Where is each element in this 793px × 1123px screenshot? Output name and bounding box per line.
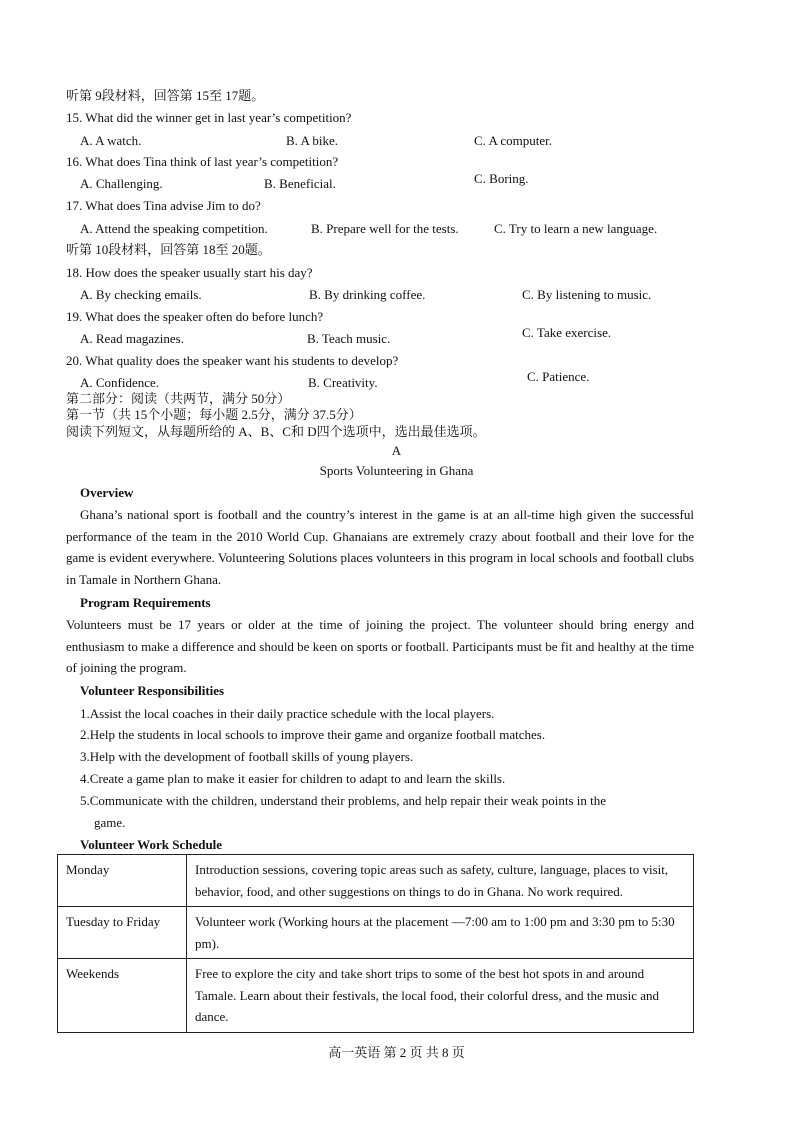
q15-option-a: A. A watch. [80, 133, 142, 148]
requirements-paragraph: Volunteers must be 17 years or older at the time of joining the project. The volunteer should bring energy and enthusiasm to make a difference and should be keen on sports or football. Participants must be fit and healthy at the time of joining the program. [66, 617, 694, 675]
table-row [58, 855, 694, 907]
schedule-day: Tuesday to Friday [58, 907, 187, 959]
q17-option-c: C. Try to learn a new language. [494, 221, 658, 236]
part2-instruction: 阅读下列短文，从每题所给的 A、B、C和 D四个选项中，选出最佳选项。 [66, 424, 486, 439]
responsibility-2: 2.Help the students in local schools to improve their game and organize football matches. [80, 727, 546, 742]
question-17: 17. What does Tina advise Jim to do? [66, 198, 261, 213]
q20-option-c: C. Patience. [527, 369, 590, 384]
responsibility-5: 5.Communicate with the children, understand their problems, and help repair their weak points in the [80, 793, 606, 808]
responsibility-5-continued: game. [94, 815, 126, 830]
q16-option-b: B. Beneficial. [264, 176, 336, 191]
q15-option-b: B. A bike. [286, 133, 339, 148]
q18-option-c: C. By listening to music. [522, 287, 652, 302]
q16-option-c: C. Boring. [474, 171, 529, 186]
question-15: 15. What did the winner get in last year’s competition? [66, 110, 352, 125]
schedule-desc: Introduction sessions, covering topic areas such as safety, culture, language, places to visit, behavior, food, and other suggestions on things to do in Ghana. No work required. [187, 855, 694, 907]
q18-option-a: A. By checking emails. [80, 287, 202, 302]
page-footer: 高一英语 第 2 页 共 8 页 [328, 1045, 465, 1060]
work-schedule-table [57, 854, 694, 1033]
schedule-day: Weekends [58, 959, 187, 1033]
question-16: 16. What does Tina think of last year’s competition? [66, 154, 339, 169]
question-19: 19. What does the speaker often do before lunch? [66, 309, 324, 324]
question-18: 18. How does the speaker usually start his day? [66, 265, 313, 280]
q17-option-a: A. Attend the speaking competition. [80, 221, 268, 236]
passage-title: Sports Volunteering in Ghana [319, 463, 474, 478]
responsibilities-heading: Volunteer Responsibilities [80, 683, 225, 698]
q20-option-a: A. Confidence. [80, 375, 160, 390]
q19-option-a: A. Read magazines. [80, 331, 184, 346]
q19-option-b: B. Teach music. [307, 331, 391, 346]
overview-heading: Overview [80, 485, 134, 500]
responsibility-3: 3.Help with the development of football skills of young players. [80, 749, 414, 764]
schedule-day: Monday [58, 855, 187, 907]
schedule-desc: Free to explore the city and take short trips to some of the best hot spots in and around Tamale. Learn about their festivals, the local food, their colorful dress, and the music and dance. [187, 959, 694, 1033]
responsibility-4: 4.Create a game plan to make it easier for children to adapt to and learn the skills. [80, 771, 506, 786]
table-row [58, 907, 694, 959]
q15-option-c: C. A computer. [474, 133, 552, 148]
table-row [58, 959, 694, 1033]
q19-option-c: C. Take exercise. [522, 325, 612, 340]
q17-option-b: B. Prepare well for the tests. [311, 221, 459, 236]
part2-title: 第二部分：阅读（共两节，满分 50分） [66, 391, 291, 406]
part2-section1: 第一节（共 15个小题；每小题 2.5分，满分 37.5分） [66, 407, 362, 422]
schedule-desc: Volunteer work (Working hours at the placement —7:00 am to 1:00 pm and 3:30 pm to 5:30 pm). [187, 907, 694, 959]
section-10-instruction: 听第 10段材料，回答第 18至 20题。 [66, 242, 271, 257]
responsibility-1: 1.Assist the local coaches in their daily practice schedule with the local players. [80, 706, 495, 721]
passage-letter: A [391, 443, 402, 458]
requirements-heading: Program Requirements [80, 595, 211, 610]
q20-option-b: B. Creativity. [308, 375, 378, 390]
q18-option-b: B. By drinking coffee. [309, 287, 426, 302]
section-9-instruction: 听第 9段材料，回答第 15至 17题。 [66, 88, 265, 103]
schedule-heading: Volunteer Work Schedule [80, 837, 223, 852]
question-20: 20. What quality does the speaker want his students to develop? [66, 353, 399, 368]
overview-paragraph: Ghana’s national sport is football and the country’s interest in the game is at an all-time high given the successful performance of the team in the 2010 World Cup. Ghanaians are extremely crazy about football and their love for the game is evident everywhere. Volunteering Solutions places volunteers in this program in local schools and football clubs in Tamale in Northern Ghana. [66, 507, 694, 587]
q16-option-a: A. Challenging. [80, 176, 163, 191]
